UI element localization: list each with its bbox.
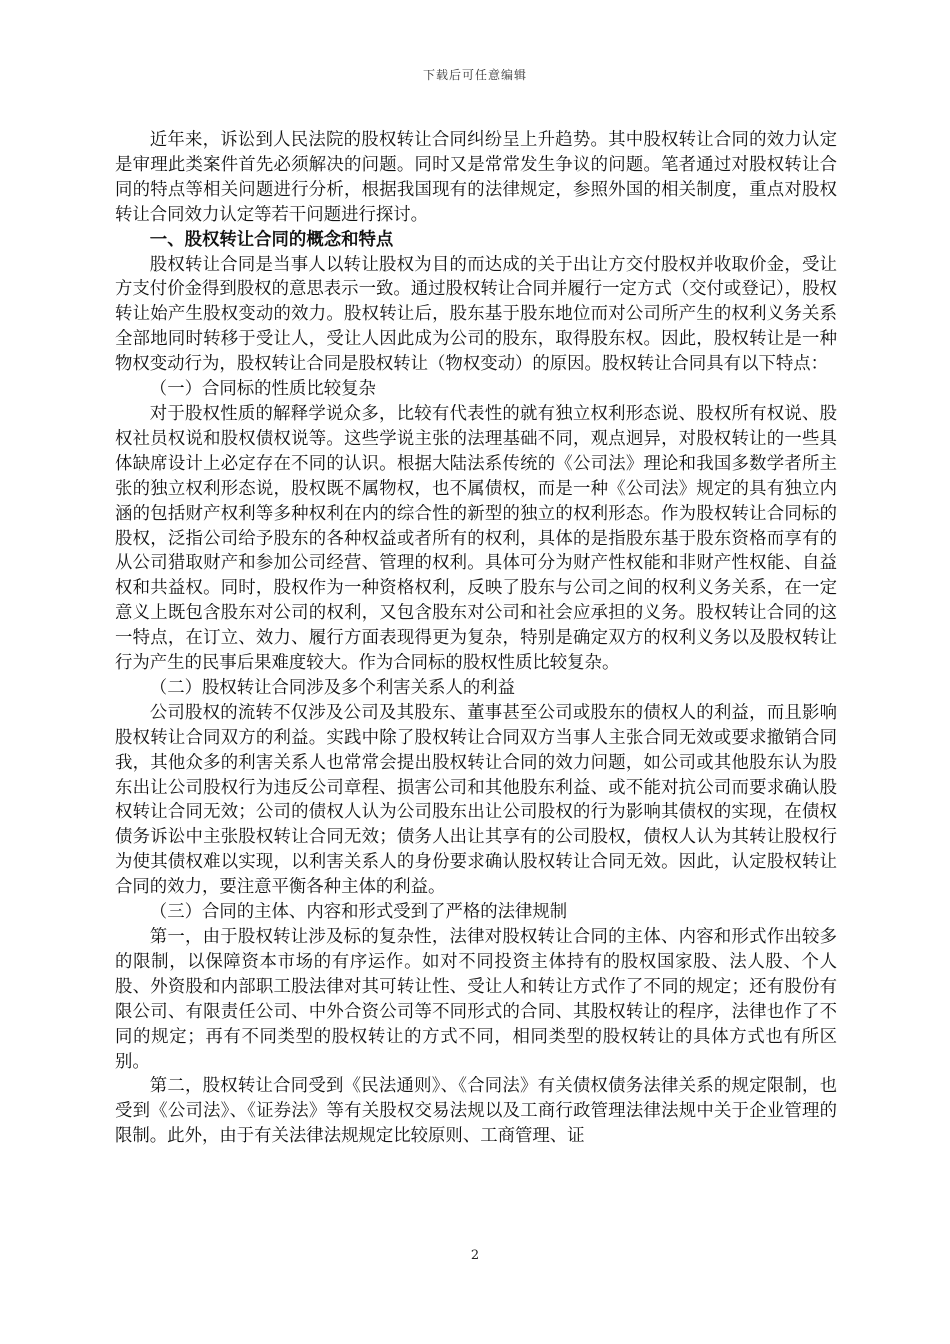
subheading-2: （二）股权转让合同涉及多个利害关系人的利益 xyxy=(149,677,516,698)
page-number: 2 xyxy=(470,1248,480,1263)
subheading-1: （一）合同标的性质比较复杂 xyxy=(149,379,376,400)
paragraph-definition: 股权转让合同是当事人以转让股权为目的而达成的关于出让方交付股权并收取价金，受让方支付价金得到股权的意思表示一致。通过股权转让合同并履行一定方式（交付或登记），股权转让始产生股权变动的效力。股权转让后，股东基于股东地位而对公司所产生的权利义务关系全部地同时转移于受让人，受让人因此成为公司的股东，取得股东权。因此，股权转让是一种物权变动行为，股权转让合同是股权转让（物权变动）的原因。股权转让合同具有以下特点： xyxy=(115,254,837,375)
document-body xyxy=(115,128,837,1149)
subheading-3: （三）合同的主体、内容和形式受到了严格的法律规制 xyxy=(149,902,568,923)
paragraph-second: 第二，股权转让合同受到《民法通则》、《合同法》有关债权债务法律关系的规定限制，也受到《公司法》、《证券法》等有关股权交易法规以及工商行政管理法律法规中关于企业管理的限制。此外，由于有关法律法规规定比较原则、工商管理、证 xyxy=(115,1076,837,1147)
paragraph-interests: 公司股权的流转不仅涉及公司及其股东、董事甚至公司或股东的债权人的利益，而且影响股权转让合同双方的利益。实践中除了股权转让合同双方当事人主张合同无效或要求撤销合同我，其他众多的利害关系人也常常会提出股权转让合同的效力问题，如公司或其他股东认为股东出让公司股权行为违反公司章程、损害公司和其他股东利益、或不能对抗公司而要求确认股权转让合同无效；公司的债权人认为公司股东出让公司股权的行为影响其债权的实现，在债权债务诉讼中主张股权转让合同无效；债务人出让其享有的公司股权，债权人认为其转让股权行为使其债权难以实现，以利害关系人的身份要求确认股权转让合同无效。因此，认定股权转让合同的效力，要注意平衡各种主体的利益。 xyxy=(115,702,837,898)
page-header: 下载后可任意编辑 xyxy=(422,68,527,82)
section-heading: 一、股权转让合同的概念和特点 xyxy=(149,229,394,250)
paragraph-first: 第一，由于股权转让涉及标的复杂性，法律对股权转让合同的主体、内容和形式作出较多的限制，以保障资本市场的有序运作。如对不同投资主体持有的股权国家股、法人股、个人股、外资股和内部职工股法律对其可转让性、受让人和转让方式作了不同的规定；还有股份有限公司、有限责任公司、中外合资公司等不同形式的合同、其股权转让的程序，法律也作了不同的规定；再有不同类型的股权转让的方式不同，相同类型的股权转让的具体方式也有所区别。 xyxy=(115,927,837,1072)
paragraph-nature: 对于股权性质的解释学说众多，比较有代表性的就有独立权利形态说、股权所有权说、股权社员权说和股权债权说等。这些学说主张的法理基础不同，观点迥异，对股权转让的一些具体缺席设计上必定存在不同的认识。根据大陆法系传统的《公司法》理论和我国多数学者所主张的独立权利形态说，股权既不属物权，也不属债权，而是一种《公司法》规定的具有独立内涵的包括财产权利等多种权利在内的综合性的新型的独立的权利形态。作为股权转让合同标的股权，泛指公司给予股东的各种权益或者所有的权利，具体的是指股东基于股东资格而享有的从公司猎取财产和参加公司经营、管理的权利。具体可分为财产性权能和非财产性权能、自益权和共益权。同时，股权作为一种资格权利，反映了股东与公司之间的权利义务关系，在一定意义上既包含股东对公司的权利，又包含股东对公司和社会应承担的义务。股权转让合同的这一特点，在订立、效力、履行方面表现得更为复杂，特别是确定双方的权利义务以及股权转让行为产生的民事后果难度较大。作为合同标的股权性质比较复杂。 xyxy=(115,403,837,674)
paragraph-intro: 近年来，诉讼到人民法院的股权转让合同纠纷呈上升趋势。其中股权转让合同的效力认定是审理此类案件首先必须解决的问题。同时又是常常发生争议的问题。笔者通过对股权转让合同的特点等相关问题进行分析，根据我国现有的法律规定，参照外国的相关制度，重点对股权转让合同效力认定等若干问题进行探讨。 xyxy=(115,130,837,225)
